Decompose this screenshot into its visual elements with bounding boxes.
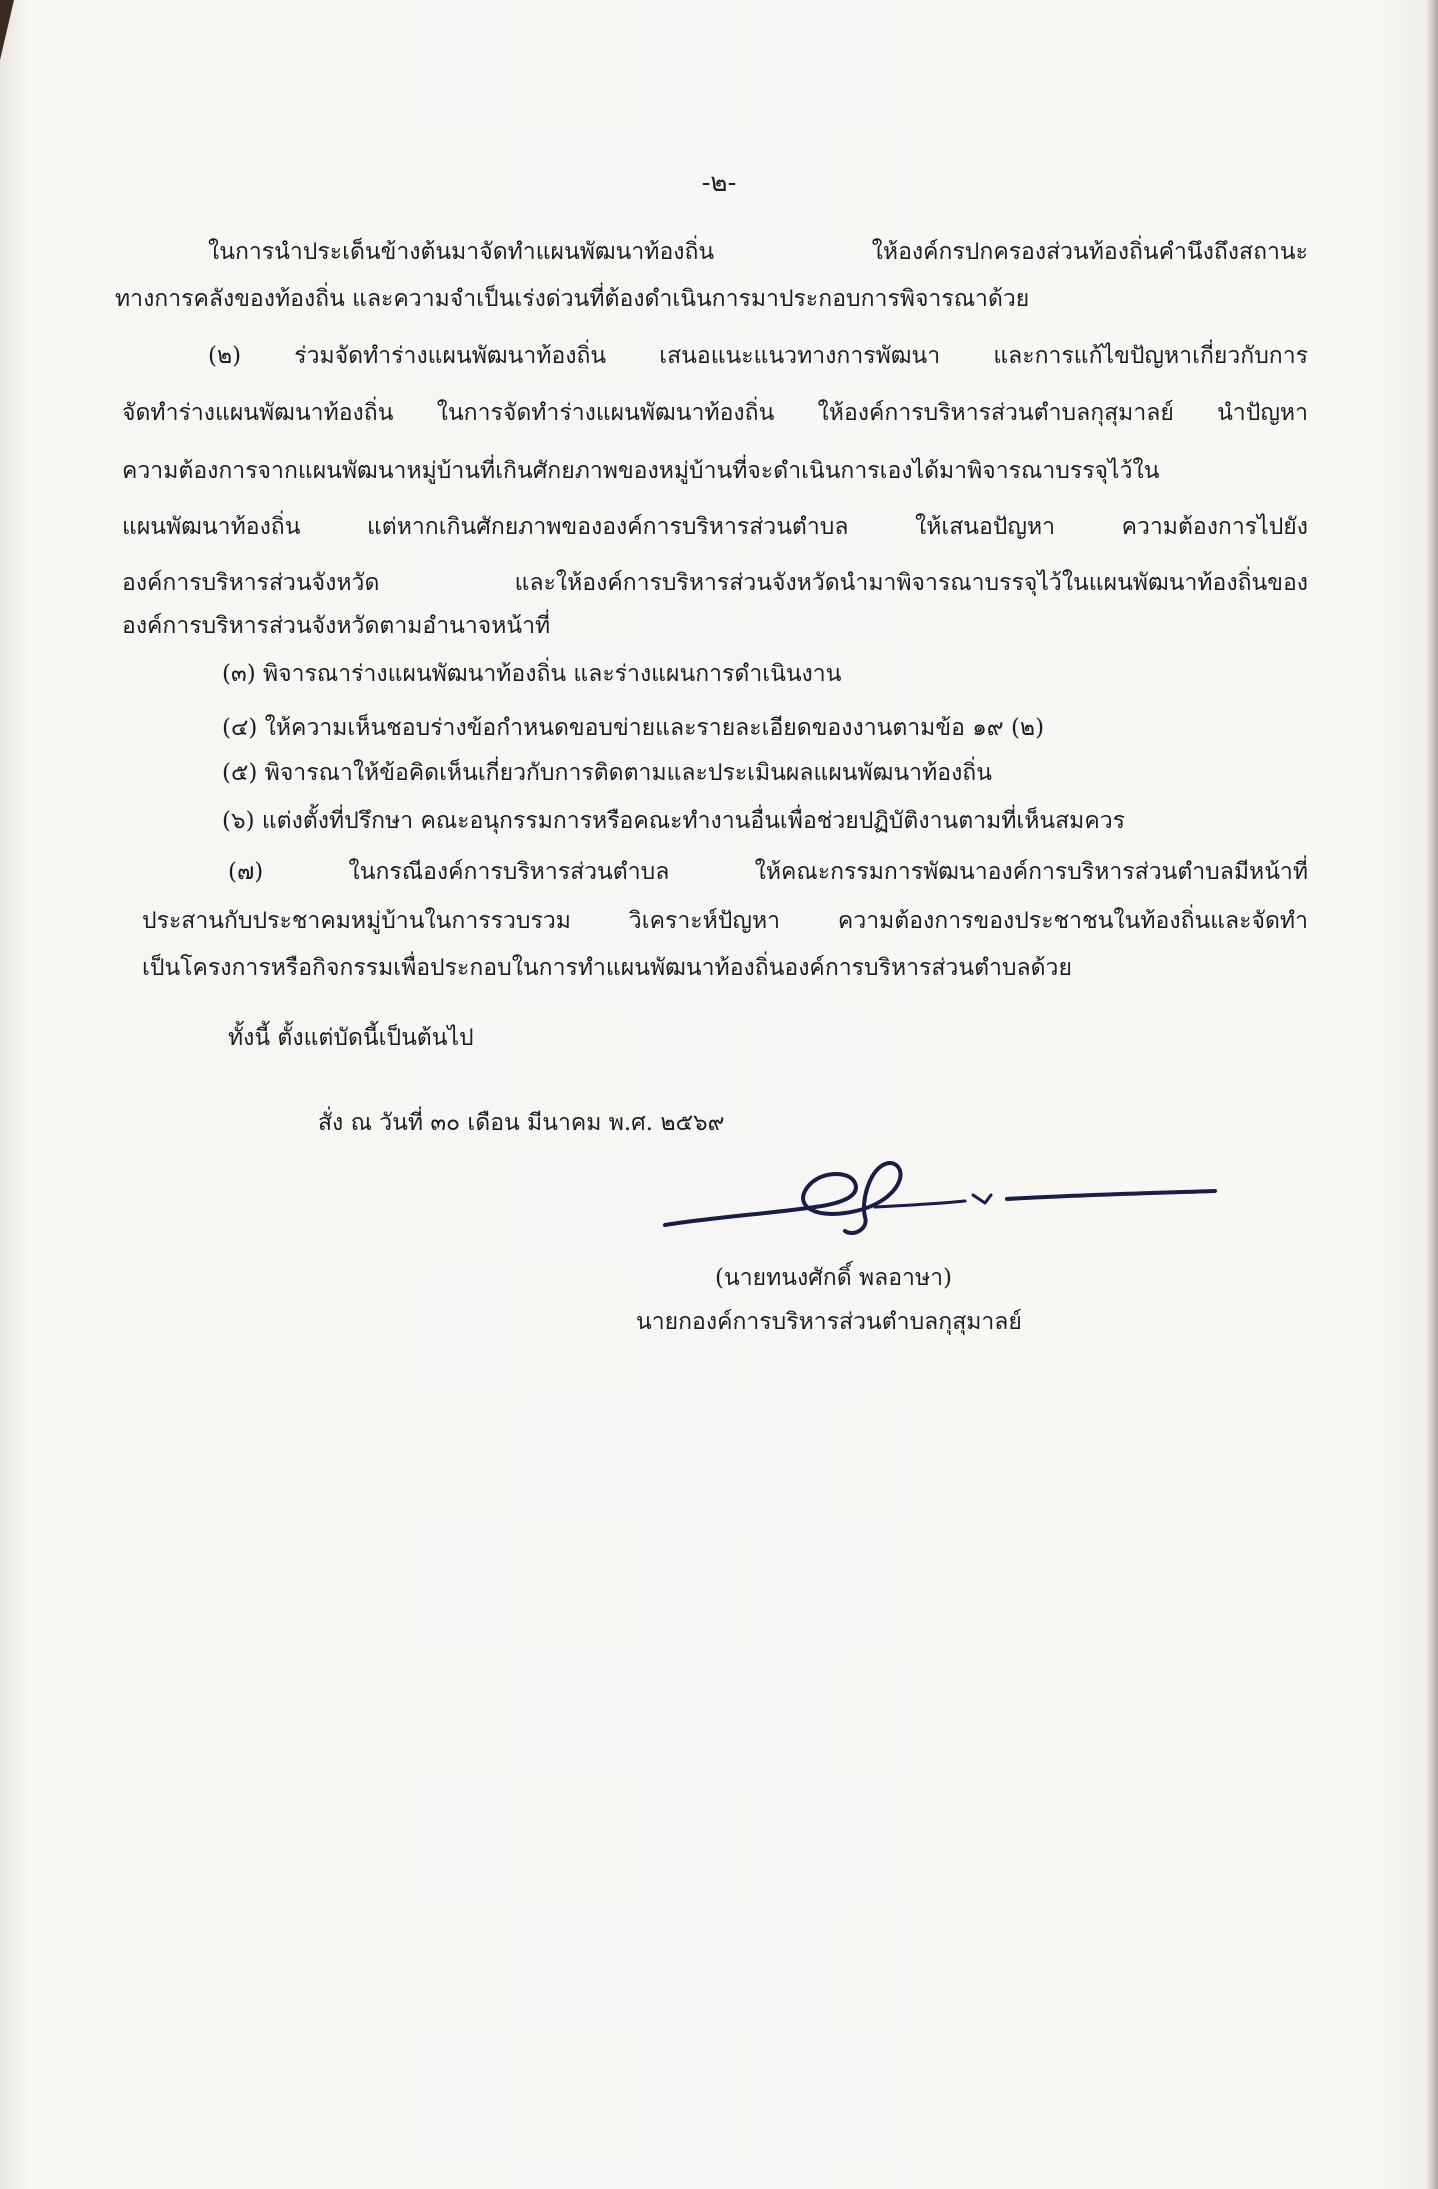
list-item: (๖) แต่งตั้งที่ปรึกษา คณะอนุกรรมการหรือคณะทำงานอื่นเพื่อช่วยปฏิบัติงานตามที่เห็นสมควร <box>222 808 1125 834</box>
page-number: -๒- <box>701 168 737 198</box>
paragraph-line: ทางการคลังของท้องถิ่น และความจำเป็นเร่งด่วนที่ต้องดำเนินการมาประกอบการพิจารณาด้วย <box>115 286 1030 312</box>
scan-edge-right <box>1426 0 1438 2189</box>
paragraph-line: ความต้องการจากแผนพัฒนาหมู่บ้านที่เกินศักยภาพของหมู่บ้านที่จะดำเนินการเองได้มาพิจารณาบรรจุไว้ใน <box>122 458 1160 484</box>
order-date: สั่ง ณ วันที่ ๓๐ เดือน มีนาคม พ.ศ. ๒๕๖๙ <box>318 1110 725 1136</box>
signature-icon <box>655 1155 1225 1250</box>
paragraph-line: จัดทำร่างแผนพัฒนาท้องถิ่น ในการจัดทำร่างแผนพัฒนาท้องถิ่น ให้องค์การบริหารส่วนตำบลกุสุมาลย์ นำปัญหา <box>122 400 1308 426</box>
list-item: (๕) พิจารณาให้ข้อคิดเห็นเกี่ยวกับการติดตามและประเมินผลแผนพัฒนาท้องถิ่น <box>222 760 992 786</box>
signer-name: (นายทนงศักดิ์ พลอาษา) <box>715 1265 953 1291</box>
paragraph-line: เป็นโครงการหรือกิจกรรมเพื่อประกอบในการทำแผนพัฒนาท้องถิ่นองค์การบริหารส่วนตำบลด้วย <box>142 955 1072 981</box>
effective-statement: ทั้งนี้ ตั้งแต่บัดนี้เป็นต้นไป <box>228 1025 474 1051</box>
list-item: (๔) ให้ความเห็นชอบร่างข้อกำหนดขอบข่ายและรายละเอียดของงานตามข้อ ๑๙ (๒) <box>222 715 1045 741</box>
signer-position: นายกองค์การบริหารส่วนตำบลกุสุมาลย์ <box>636 1309 1022 1335</box>
scan-edge-shadow <box>0 0 14 60</box>
paragraph-line: ในการนำประเด็นข้างต้นมาจัดทำแผนพัฒนาท้องถิ่น ให้องค์กรปกครองส่วนท้องถิ่นคำนึงถึงสถานะ <box>208 239 1308 265</box>
paragraph-line: (๒) ร่วมจัดทำร่างแผนพัฒนาท้องถิ่น เสนอแนะแนวทางการพัฒนา และการแก้ไขปัญหาเกี่ยวกับการ <box>208 343 1308 369</box>
paragraph-line: ประสานกับประชาคมหมู่บ้านในการรวบรวม วิเคราะห์ปัญหา ความต้องการของประชาชนในท้องถิ่นและจัดทำ <box>142 908 1308 934</box>
list-item: (๓) พิจารณาร่างแผนพัฒนาท้องถิ่น และร่างแผนการดำเนินงาน <box>222 661 842 687</box>
paragraph-line: องค์การบริหารส่วนจังหวัด และให้องค์การบริหารส่วนจังหวัดนำมาพิจารณาบรรจุไว้ในแผนพัฒนาท้องถิ่นของ <box>122 570 1308 596</box>
paragraph-line: องค์การบริหารส่วนจังหวัดตามอำนาจหน้าที่ <box>122 613 551 639</box>
list-item: (๗) ในกรณีองค์การบริหารส่วนตำบล ให้คณะกรรมการพัฒนาองค์การบริหารส่วนตำบลมีหน้าที่ <box>228 859 1308 885</box>
paragraph-line: แผนพัฒนาท้องถิ่น แต่หากเกินศักยภาพขององค์การบริหารส่วนตำบล ให้เสนอปัญหา ความต้องการไปยัง <box>122 514 1308 540</box>
